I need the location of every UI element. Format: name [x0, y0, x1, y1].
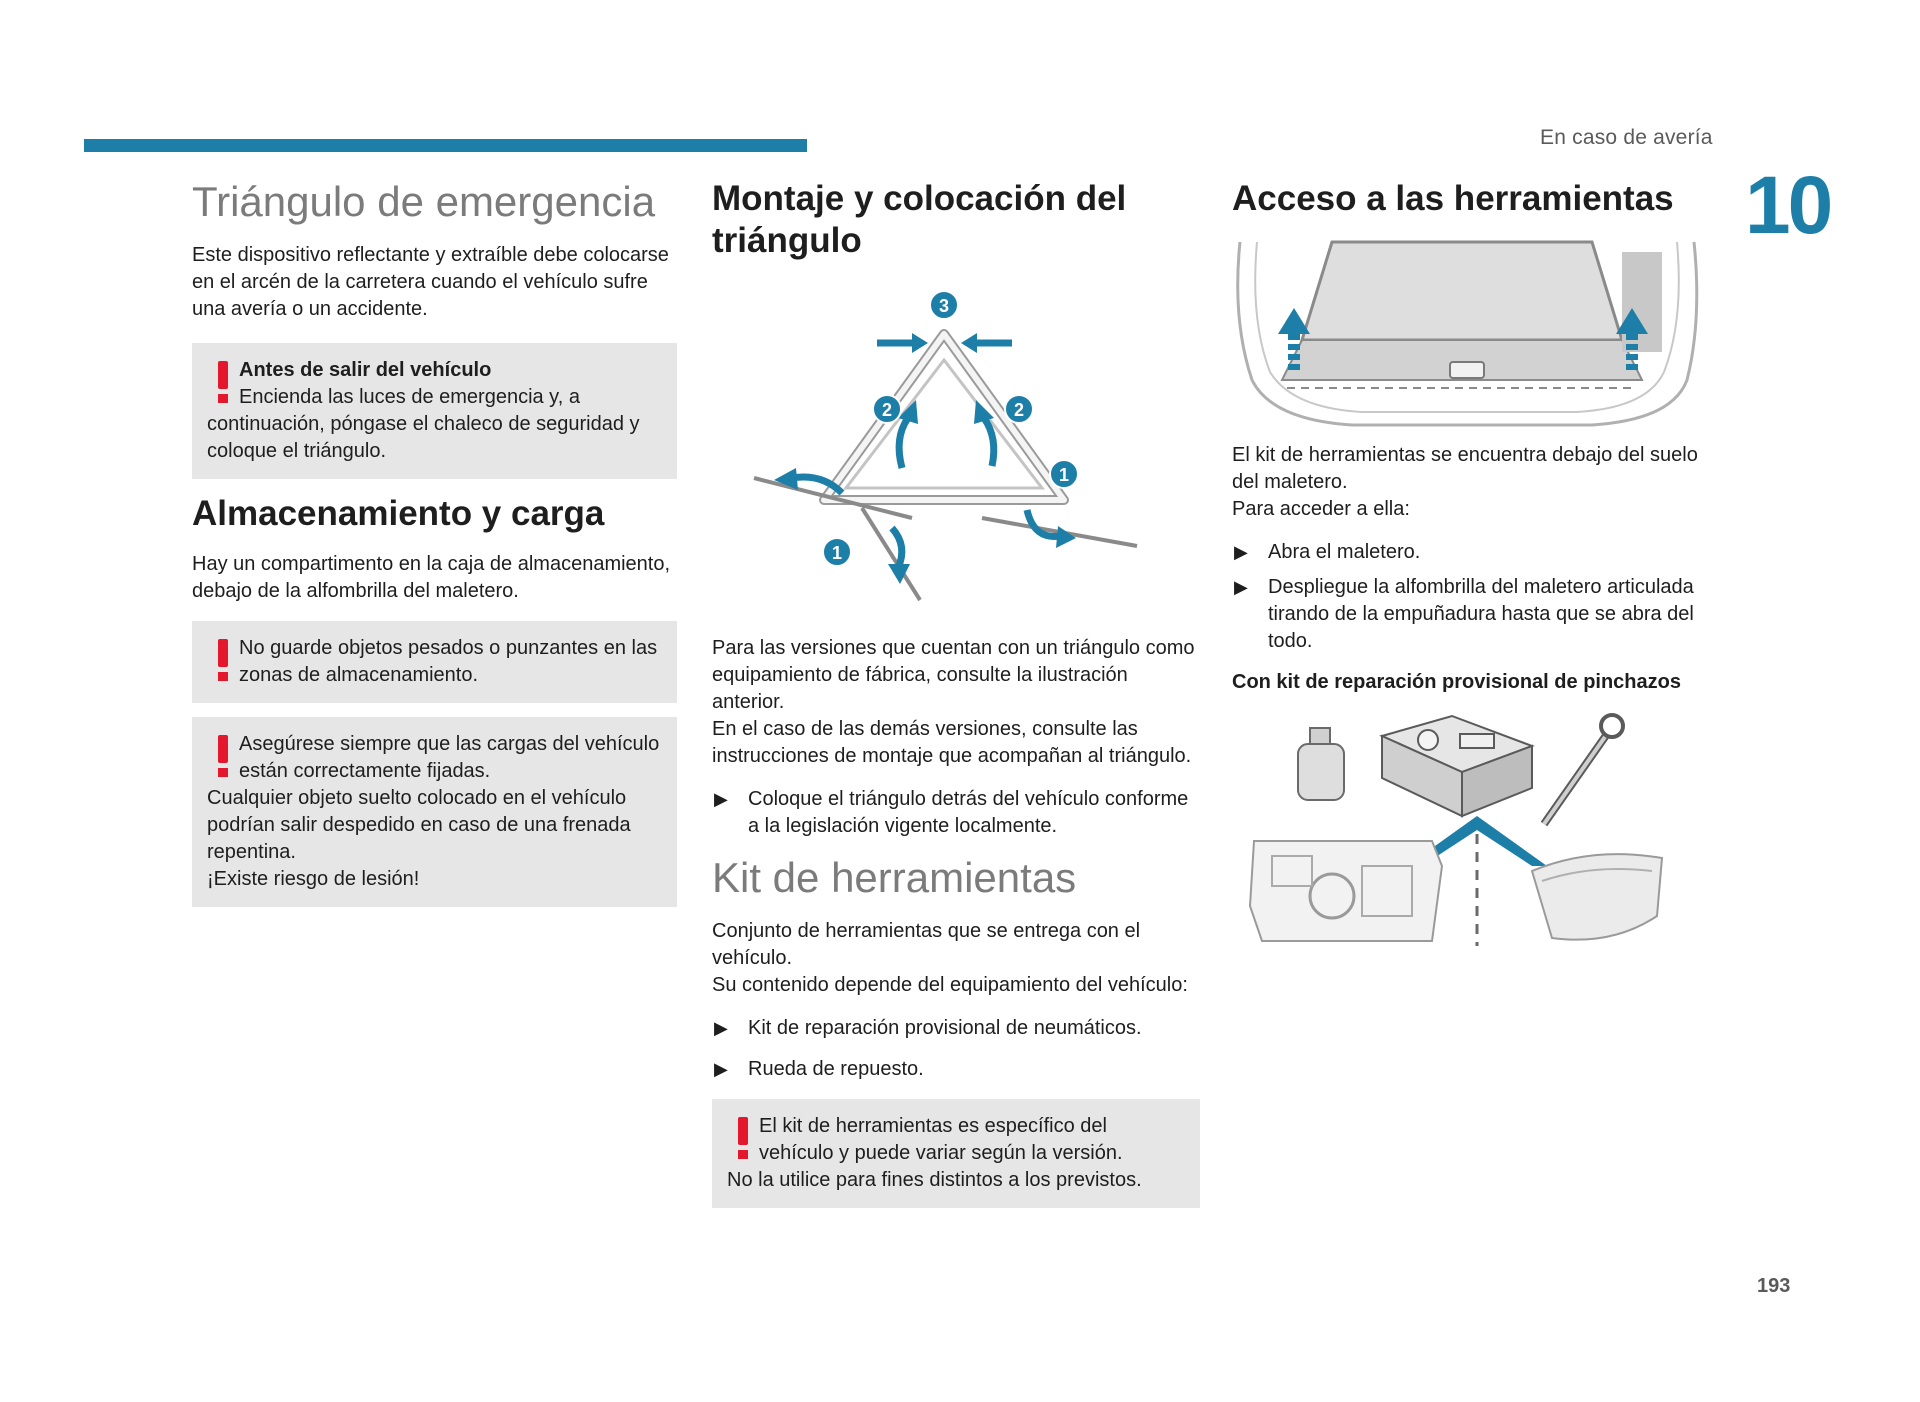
bullet-arrow-icon: ▶: [714, 1018, 728, 1039]
bullet-arrow-icon: ▶: [1234, 542, 1248, 562]
step-number-2-left: 2: [881, 400, 893, 420]
chapter-label: En caso de avería: [1540, 126, 1713, 149]
toolkit-para-2: Su contenido depende del equipamiento del vehículo:: [712, 974, 1188, 997]
step-number-1-right: 1: [1058, 465, 1070, 485]
warning-title: Antes de salir del vehículo: [239, 359, 492, 382]
warning-text-3: ¡Existe riesgo de lesión!: [207, 868, 420, 891]
access-para-1: El kit de herramientas se encuentra debajo del suelo del maletero.: [1232, 444, 1698, 493]
assembly-para-2: En el caso de las demás versiones, consulte las instrucciones de montaje que acompañan al triángulo.: [712, 718, 1192, 767]
warning-icon: [207, 637, 239, 685]
header-accent-bar: [84, 139, 807, 152]
warning-note-heavy-objects: [192, 621, 677, 703]
list-item: ▶ Kit de reparación provisional de neumáticos.: [712, 1015, 1200, 1042]
triangle-assembly-illustration: [712, 278, 1200, 623]
warning-note-toolkit: [712, 1099, 1200, 1208]
bullet-arrow-icon: ▶: [714, 789, 728, 809]
warning-text-1: El kit de herramientas es específico del vehículo y puede variar según la versión.: [759, 1115, 1123, 1165]
column-right: [1232, 178, 1702, 968]
list-item: ▶ Coloque el triángulo detrás del vehículo conforme a la legislación vigente localmente.: [712, 786, 1200, 840]
storage-text: Hay un compartimento en la caja de almacenamiento, debajo de la alfombrilla del maletero.: [192, 553, 671, 603]
list-item: ▶ Despliegue la alfombrilla del maletero articulada tirando de la empuñadura hasta que se abra del todo.: [1232, 574, 1702, 655]
warning-text: No guarde objetos pesados o punzantes en las zonas de almacenamiento.: [239, 637, 658, 687]
repair-kit-subheading: Con kit de reparación provisional de pinchazos: [1232, 671, 1681, 693]
column-middle: [712, 178, 1200, 1222]
warning-text-2: No la utilice para fines distintos a los previstos.: [727, 1169, 1142, 1192]
section-title-triangle: Triángulo de emergencia: [192, 178, 656, 225]
warning-icon: [727, 1115, 759, 1163]
toolkit-para-1: Conjunto de herramientas que se entrega con el vehículo.: [712, 920, 1141, 970]
chapter-number: 10: [1745, 160, 1831, 251]
column-left: [192, 178, 677, 921]
page-number: 193: [1757, 1275, 1791, 1297]
warning-icon: [207, 733, 239, 781]
warning-note-loads: [192, 717, 677, 907]
section-title-assembly: Montaje y colocación del triángulo: [712, 179, 1127, 260]
list-item: ▶ Rueda de repuesto.: [712, 1056, 1200, 1083]
warning-icon: [207, 359, 239, 407]
step-number-2-right: 2: [1013, 400, 1025, 420]
step-number-1-left: 1: [831, 543, 843, 563]
section-title-access: Acceso a las herramientas: [1232, 179, 1674, 218]
warning-text-2: Cualquier objeto suelto colocado en el vehículo podrían salir despedido en caso de una frenada repentina.: [207, 787, 631, 864]
repair-kit-illustration: [1232, 706, 1702, 956]
warning-note-before-exit: [192, 343, 677, 479]
triangle-intro: Este dispositivo reflectante y extraíble debe colocarse en el arcén de la carretera cuando el vehículo sufre una avería o un accidente.: [192, 244, 669, 321]
step-number-3: 3: [938, 296, 950, 316]
trunk-floor-illustration: [1232, 230, 1702, 430]
section-title-storage: Almacenamiento y carga: [192, 494, 605, 534]
bullet-arrow-icon: ▶: [714, 1059, 728, 1080]
bullet-arrow-icon: ▶: [1234, 577, 1248, 597]
assembly-para-1: Para las versiones que cuentan con un triángulo como equipamiento de fábrica, consulte la ilustración anterior.: [712, 637, 1195, 713]
section-title-toolkit: Kit de herramientas: [712, 854, 1077, 901]
list-item: ▶ Abra el maletero.: [1232, 539, 1702, 566]
warning-text: Encienda las luces de emergencia y, a continuación, póngase el chaleco de seguridad y coloque el triángulo.: [207, 386, 640, 463]
warning-text-1: Asegúrese siempre que las cargas del vehículo están correctamente fijadas.: [239, 733, 660, 783]
access-para-2: Para acceder a ella:: [1232, 498, 1410, 520]
